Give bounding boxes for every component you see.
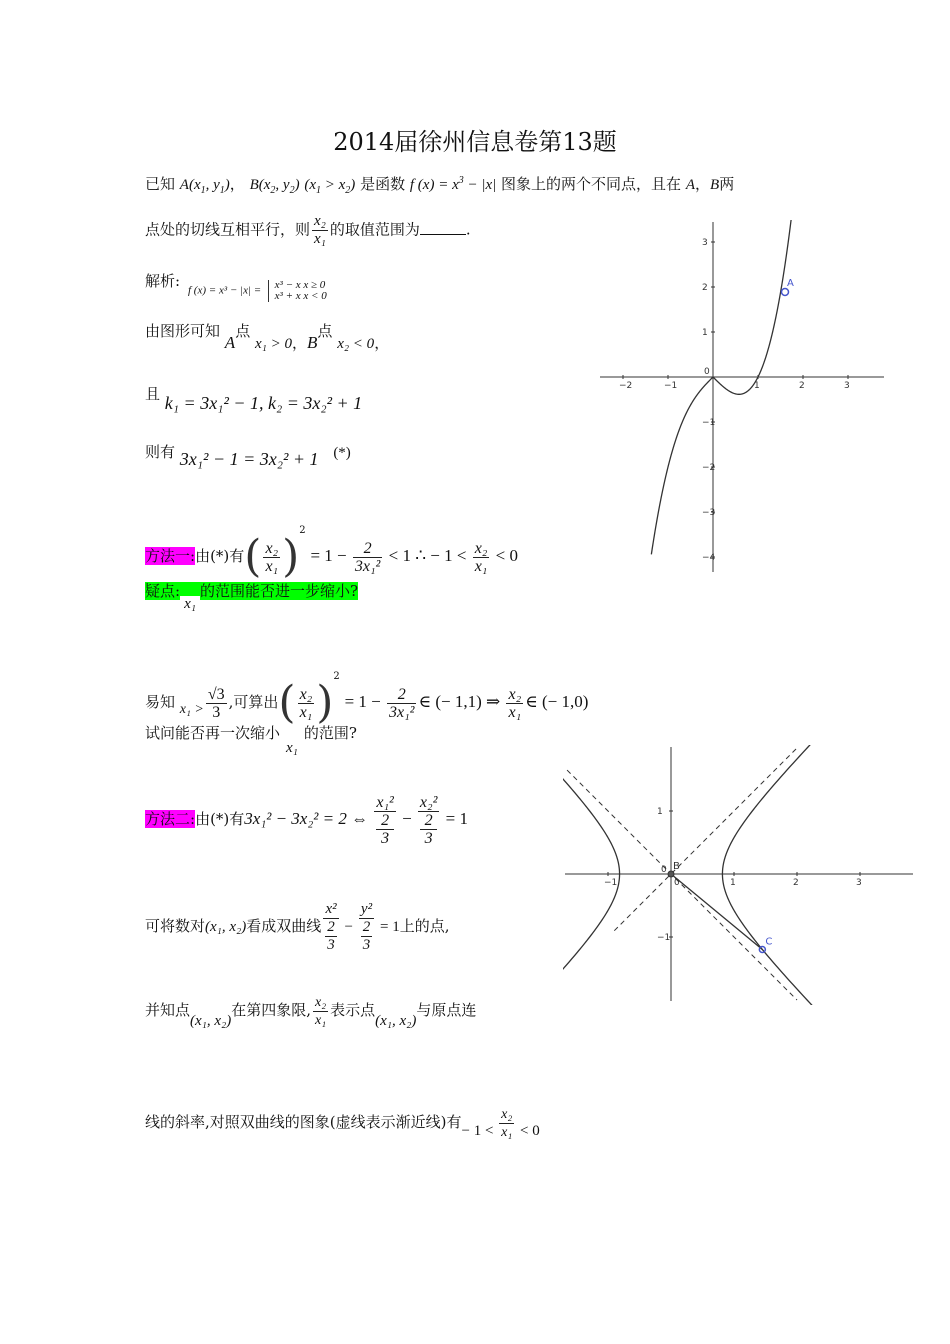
math-star-eq: 3x₁² − 1 = 3x₂² + 1: [179, 449, 319, 469]
doubt-highlight: 疑点:x₁的范围能否进一步缩小?: [145, 582, 358, 612]
piecewise-cases: [268, 280, 327, 302]
y-tick-label: −3: [702, 508, 716, 518]
text: 上的点,: [399, 917, 450, 935]
text: 线的斜率,对照双曲线的图象(虚线表示渐近线)有: [145, 1113, 462, 1131]
method-1-line: 方法一:由(*)有( $\frac{\text{x₂}}{\text{x₁}}$ )$^2$ = 1 − $\frac{2}{\text{3x₁²}}$ < 1 ∴ − 1 < $\frac{\text{x₂}}{\text{x₁}}$ < 0: [145, 525, 518, 582]
math: −: [397, 809, 416, 828]
hyperbola-line: [145, 895, 450, 957]
graph-conclusion: 由图形可知 A点 x₁ > 0，B点 x₂ < 0，: [145, 322, 390, 352]
case-row: x³ − x x ≥ 0: [274, 279, 326, 291]
x-tick-label: −1: [664, 381, 678, 391]
piecewise-function: [188, 280, 327, 302]
text: 点: [317, 322, 333, 340]
y-tick-label: −2: [702, 463, 716, 473]
x-tick-label: 1: [730, 878, 736, 888]
math: = 1: [441, 809, 468, 828]
text: 在第四象限,: [231, 1001, 312, 1019]
method-2-label: 方法二:: [145, 810, 196, 828]
star-equation-line: [145, 440, 351, 469]
text: 由(*)有: [195, 810, 245, 828]
math-b: B: [710, 177, 720, 193]
math: ∈ (− 1,0): [525, 692, 589, 711]
text: 看成双曲线: [246, 917, 322, 935]
fraction-x2-x1: $\frac{\text{x₂}}{\text{x₁}}$: [474, 539, 488, 575]
text: 图象上的两个不同点，且在: [501, 175, 682, 193]
text: 表示点: [330, 1001, 376, 1019]
fraction-x2-x1: $\frac{\text{x₂}}{\text{x₁}}$: [508, 685, 522, 721]
point-a-label: A: [787, 277, 794, 289]
math-x1: x₁ >: [179, 702, 204, 717]
text: 易知: [145, 693, 176, 711]
text: 可将数对: [145, 917, 206, 935]
y-tick-label: −1: [702, 418, 716, 428]
y-tick-label: −1: [657, 933, 671, 943]
fraction-ysq-2over3: y² 2 3: [359, 901, 375, 954]
text: 是函数: [360, 175, 406, 193]
hyperbola-graph: [563, 745, 915, 1005]
fraction-x2-x1: $\frac{\text{x₂}}{\text{x₁}}$: [314, 213, 326, 247]
x-tick-label: −1: [604, 878, 618, 888]
method-1-label: 方法一:: [145, 547, 196, 565]
math: = 1 −: [310, 546, 351, 565]
math: 3x₁² − 3x₂² = 2 ⇔: [244, 809, 373, 828]
y-tick-label: 3: [702, 238, 708, 248]
fraction-sqrt3-3: $\frac{√3}{3}$: [207, 685, 225, 721]
math-a: A: [685, 177, 696, 193]
fraction-x2-x1: $\frac{\text{x₂}}{\text{x₁}}$: [501, 1106, 513, 1140]
math-b: B: [307, 333, 318, 352]
x-tick-label: 0: [704, 367, 710, 377]
fourth-quadrant-line: [145, 988, 476, 1032]
doubt-line: [145, 580, 358, 612]
text: 点处的切线互相平行，则: [145, 220, 311, 239]
math: < 0: [491, 546, 518, 565]
math-pair: (x₁, x₂): [190, 1013, 232, 1029]
easy-line: 易知 x₁ > $\frac{√3}{3}$ ,可算出( $\frac{\text{x₂}}{\text{x₁}}$ )$^2$ = 1 − $\frac{2}{\text{3x₁²}}$ ∈ (− 1,1) ⇒ $\frac{\text{x₂}}{\text{x₁}}$ ∈ (− 1,0): [145, 671, 589, 728]
math-slopes: k₁ = 3x₁² − 1, k₂ = 3x₂² + 1: [164, 393, 363, 413]
text: 的取值范围为: [329, 220, 420, 239]
answer-blank: [420, 220, 466, 235]
math-point-a: $A(x_1$, $y_1$): [179, 177, 230, 196]
x-tick-label: 0: [674, 878, 680, 888]
math-function: f $(x) = x^3 - |x|$: [409, 175, 497, 193]
x-tick-label: 3: [856, 878, 862, 888]
hyperbola-left-branch: [563, 745, 620, 1005]
text: 的范围?: [303, 724, 357, 742]
text: 由(*)有: [195, 547, 245, 565]
problem-line-2: 点处的切线互相平行，则 $\frac{\text{x₂}}{\text{x₁}}$ 的取值范围为 .: [145, 213, 471, 247]
x-tick-label: −2: [619, 381, 633, 391]
text: ,可算出: [228, 693, 279, 711]
point-b-label: B: [673, 861, 680, 872]
fraction-x2-x1: $\frac{\text{x₂}}{\text{x₁}}$: [315, 994, 327, 1028]
case-row: x³ + x x < 0: [274, 290, 327, 302]
asymptote-line: [567, 770, 797, 1000]
math: < 0: [516, 1123, 540, 1139]
math-x1-cond: x₁ > 0: [254, 336, 292, 352]
math: −: [340, 919, 357, 935]
math: = 1: [376, 919, 400, 935]
text: 试问能否再一次缩小: [145, 724, 281, 742]
text: 并知点: [145, 1001, 191, 1019]
math-x2-cond: x₂ < 0: [337, 336, 375, 352]
y-tick-label: 1: [702, 328, 708, 338]
math-point-b: $B(x_2$, $y_2$): [249, 177, 300, 196]
hyperbola-right-branch: [722, 745, 816, 1005]
y-tick-label: 1: [657, 807, 663, 817]
try-line: [145, 722, 357, 756]
x-tick-label: 3: [844, 381, 850, 391]
text: 则有: [145, 443, 176, 461]
segment-bc: [671, 874, 762, 949]
math: ∈ (− 1,1) ⇒: [418, 692, 505, 711]
solution-label: 解析:: [145, 272, 181, 290]
fraction-x1sq-2over3: x₁² 2 3: [376, 793, 394, 847]
point-c-label: C: [765, 936, 773, 948]
slopes-line: [145, 382, 363, 413]
problem-line-1: 已知 $A(x_1$, $y_1$)， $B(x_2$, $y_2$) $(x_1 > x_2)$ 是函数 f $(x) = x^3 - |x|$ 图象上的两个不同点，且在 A，B两: [145, 175, 735, 196]
fraction-x2-x1: $\frac{\text{x₂}}{\text{x₁}}$: [299, 685, 313, 721]
math-pair: (x₁, x₂): [375, 1013, 417, 1029]
text: 已知: [145, 175, 176, 193]
text: 且: [145, 385, 161, 403]
page-title: 2014届徐州信息卷第13题: [333, 128, 617, 156]
fraction-x2sq-2over3: x₂² 2 3: [419, 793, 438, 847]
math: f (x) = x³ − |x| =: [188, 284, 262, 297]
text: 与原点连: [416, 1001, 477, 1019]
text: 两: [719, 175, 735, 193]
math: = 1 −: [344, 692, 386, 711]
math-x1: x₁: [286, 740, 298, 756]
text: 点: [235, 322, 251, 340]
fraction-x2-x1: $\frac{\text{x₂}}{\text{x₁}}$: [265, 539, 279, 575]
math: − 1 <: [461, 1123, 498, 1139]
y-tick-label: 2: [702, 283, 708, 293]
method-2-line: [145, 790, 468, 848]
y-tick-label: −4: [702, 553, 716, 563]
fraction-2-3x1sq: $\frac{2}{\text{3x₁²}}$: [354, 539, 381, 575]
point-a-marker: [782, 288, 789, 295]
star-mark: (*): [333, 445, 351, 461]
fraction-xsq-2over3: x² 2 3: [323, 901, 339, 954]
fraction-2-3x1sq: $\frac{2}{\text{3x₁²}}$: [389, 685, 415, 721]
math-a: A: [224, 333, 236, 352]
x-tick-label: 2: [793, 878, 799, 888]
math-pair: (x₁, x₂): [205, 919, 247, 935]
x-tick-label: 1: [754, 381, 760, 391]
math-x1: x₁: [180, 596, 200, 612]
math: < 1 ∴ − 1 <: [384, 546, 471, 565]
x-tick-label: 0: [661, 865, 667, 875]
final-line: [145, 1100, 540, 1144]
x-tick-label: 2: [799, 381, 805, 391]
text: 由图形可知: [145, 322, 221, 340]
math-condition: $(x_1 > x_2)$: [304, 177, 356, 196]
cubic-graph: [598, 220, 886, 575]
